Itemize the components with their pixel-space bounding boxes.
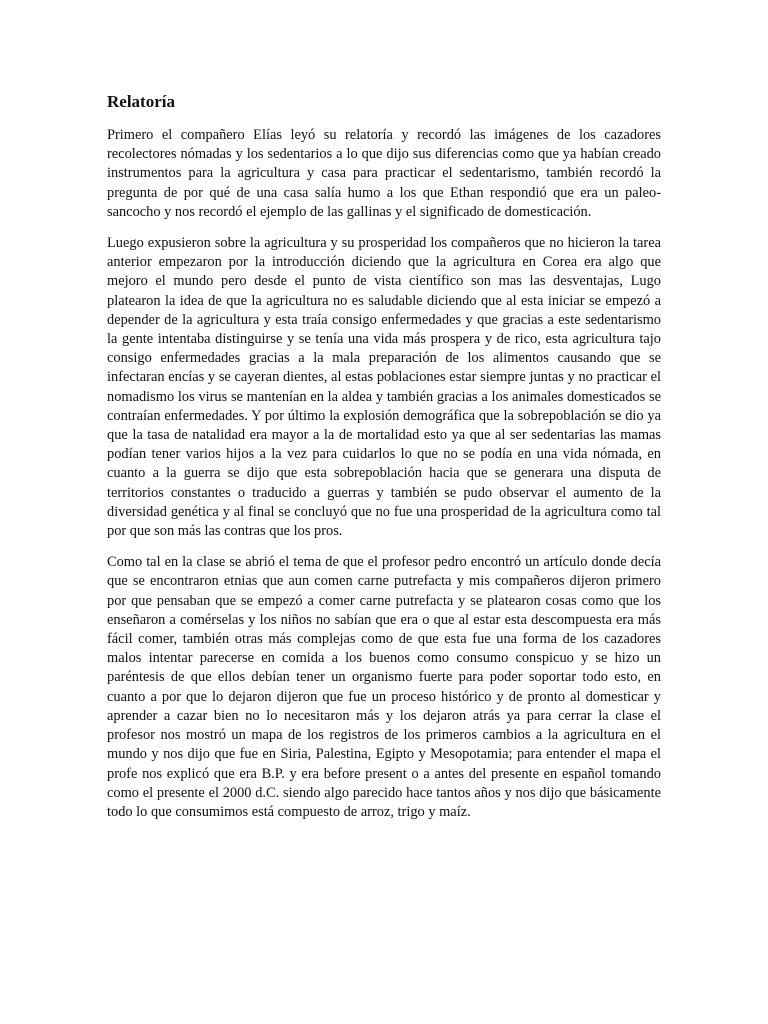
document-title: Relatoría: [107, 92, 175, 111]
paragraph-2: Luego expusieron sobre la agricultura y su prosperidad los compañeros que no hicieron la tarea anterior empezaron por la introducción diciendo que la agricultura en Corea era algo que mejoro el mundo pero desde el punto de vista científico son mas las desventajas, Lugo platearon la idea de que la agricultura no es saludable diciendo que al esta iniciar se empezó a depender de la agricultura y esta traía consigo enfermedades y que gracias a este sedentarismo la gente intentaba distinguirse y se tenía una vida más prospera y de rico, esta agricultura tajo consigo enfermedades gracias a la mala preparación de los alimentos causando que se infectaran encías y se cayeran dientes, al estas poblaciones estar siempre juntas y no practicar el nomadismo los virus se mantenían en la aldea y también gracias a los animales domesticados se contraían enfermedades. Y por último la explosión demográfica que la sobrepoblación se dio ya que la tasa de natalidad era mayor a la de mortalidad esto ya que al ser sedentarias las mamas podían tener varios hijos a la vez para cuidarlos lo que no se podía en una vida nómada, en cuanto a la guerra se dijo que esta sobrepoblación hacia que se generara una disputa de territorios constantes o traducido a guerras y también se pudo observar el aumento de la diversidad genética y al final se concluyó que no fue una prosperidad de la agricultura como tal por que son más las contras que los pros.: [107, 235, 661, 540]
paragraph-1: Primero el compañero Elías leyó su relatoría y recordó las imágenes de los cazadores recolectores nómadas y los sedentarios a lo que dijo sus diferencias como que ya habían creado instrumentos para la agricultura y casa para practicar el sedentarismo, también recordó la pregunta de por qué de una casa salía humo a los que Ethan respondió que era un paleo-sancocho y nos recordó el ejemplo de las gallinas y el significado de domesticación.: [107, 127, 661, 220]
paragraph-3: Como tal en la clase se abrió el tema de que el profesor pedro encontró un artículo donde decía que se encontraron etnias que aun comen carne putrefacta y mis compañeros dijeron primero por que pensaban que se empezó a comer carne putrefacta y se platearon cosas como que los enseñaron a comérselas y los niños no sabían que era o que al estar esta descompuesta era más fácil comer, también otras más complejas como de que esta fue una forma de los cazadores malos intentar parecerse en comida a los buenos como consumo conspicuo y se hizo un paréntesis de que ellos debían tener un organismo fuerte para poder soportar todo esto, en cuanto a por que lo dejaron dijeron que fue un proceso histórico y de pronto al domesticar y aprender a cazar bien no lo necesitaron más y los dejaron atrás ya para cerrar la clase el profesor nos mostró un mapa de los registros de los primeros cambios a la agricultura en el mundo y nos dijo que fue en Siria, Palestina, Egipto y Mesopotamia; para entender el mapa el profe nos explicó que era B.P. y era before present o a antes del presente en español tomando como el presente el 2000 d.C. siendo algo parecido hace tantos años y nos dijo que básicamente todo lo que consumimos está compuesto de arroz, trigo y maíz.: [107, 554, 661, 820]
document-body: [107, 92, 661, 834]
